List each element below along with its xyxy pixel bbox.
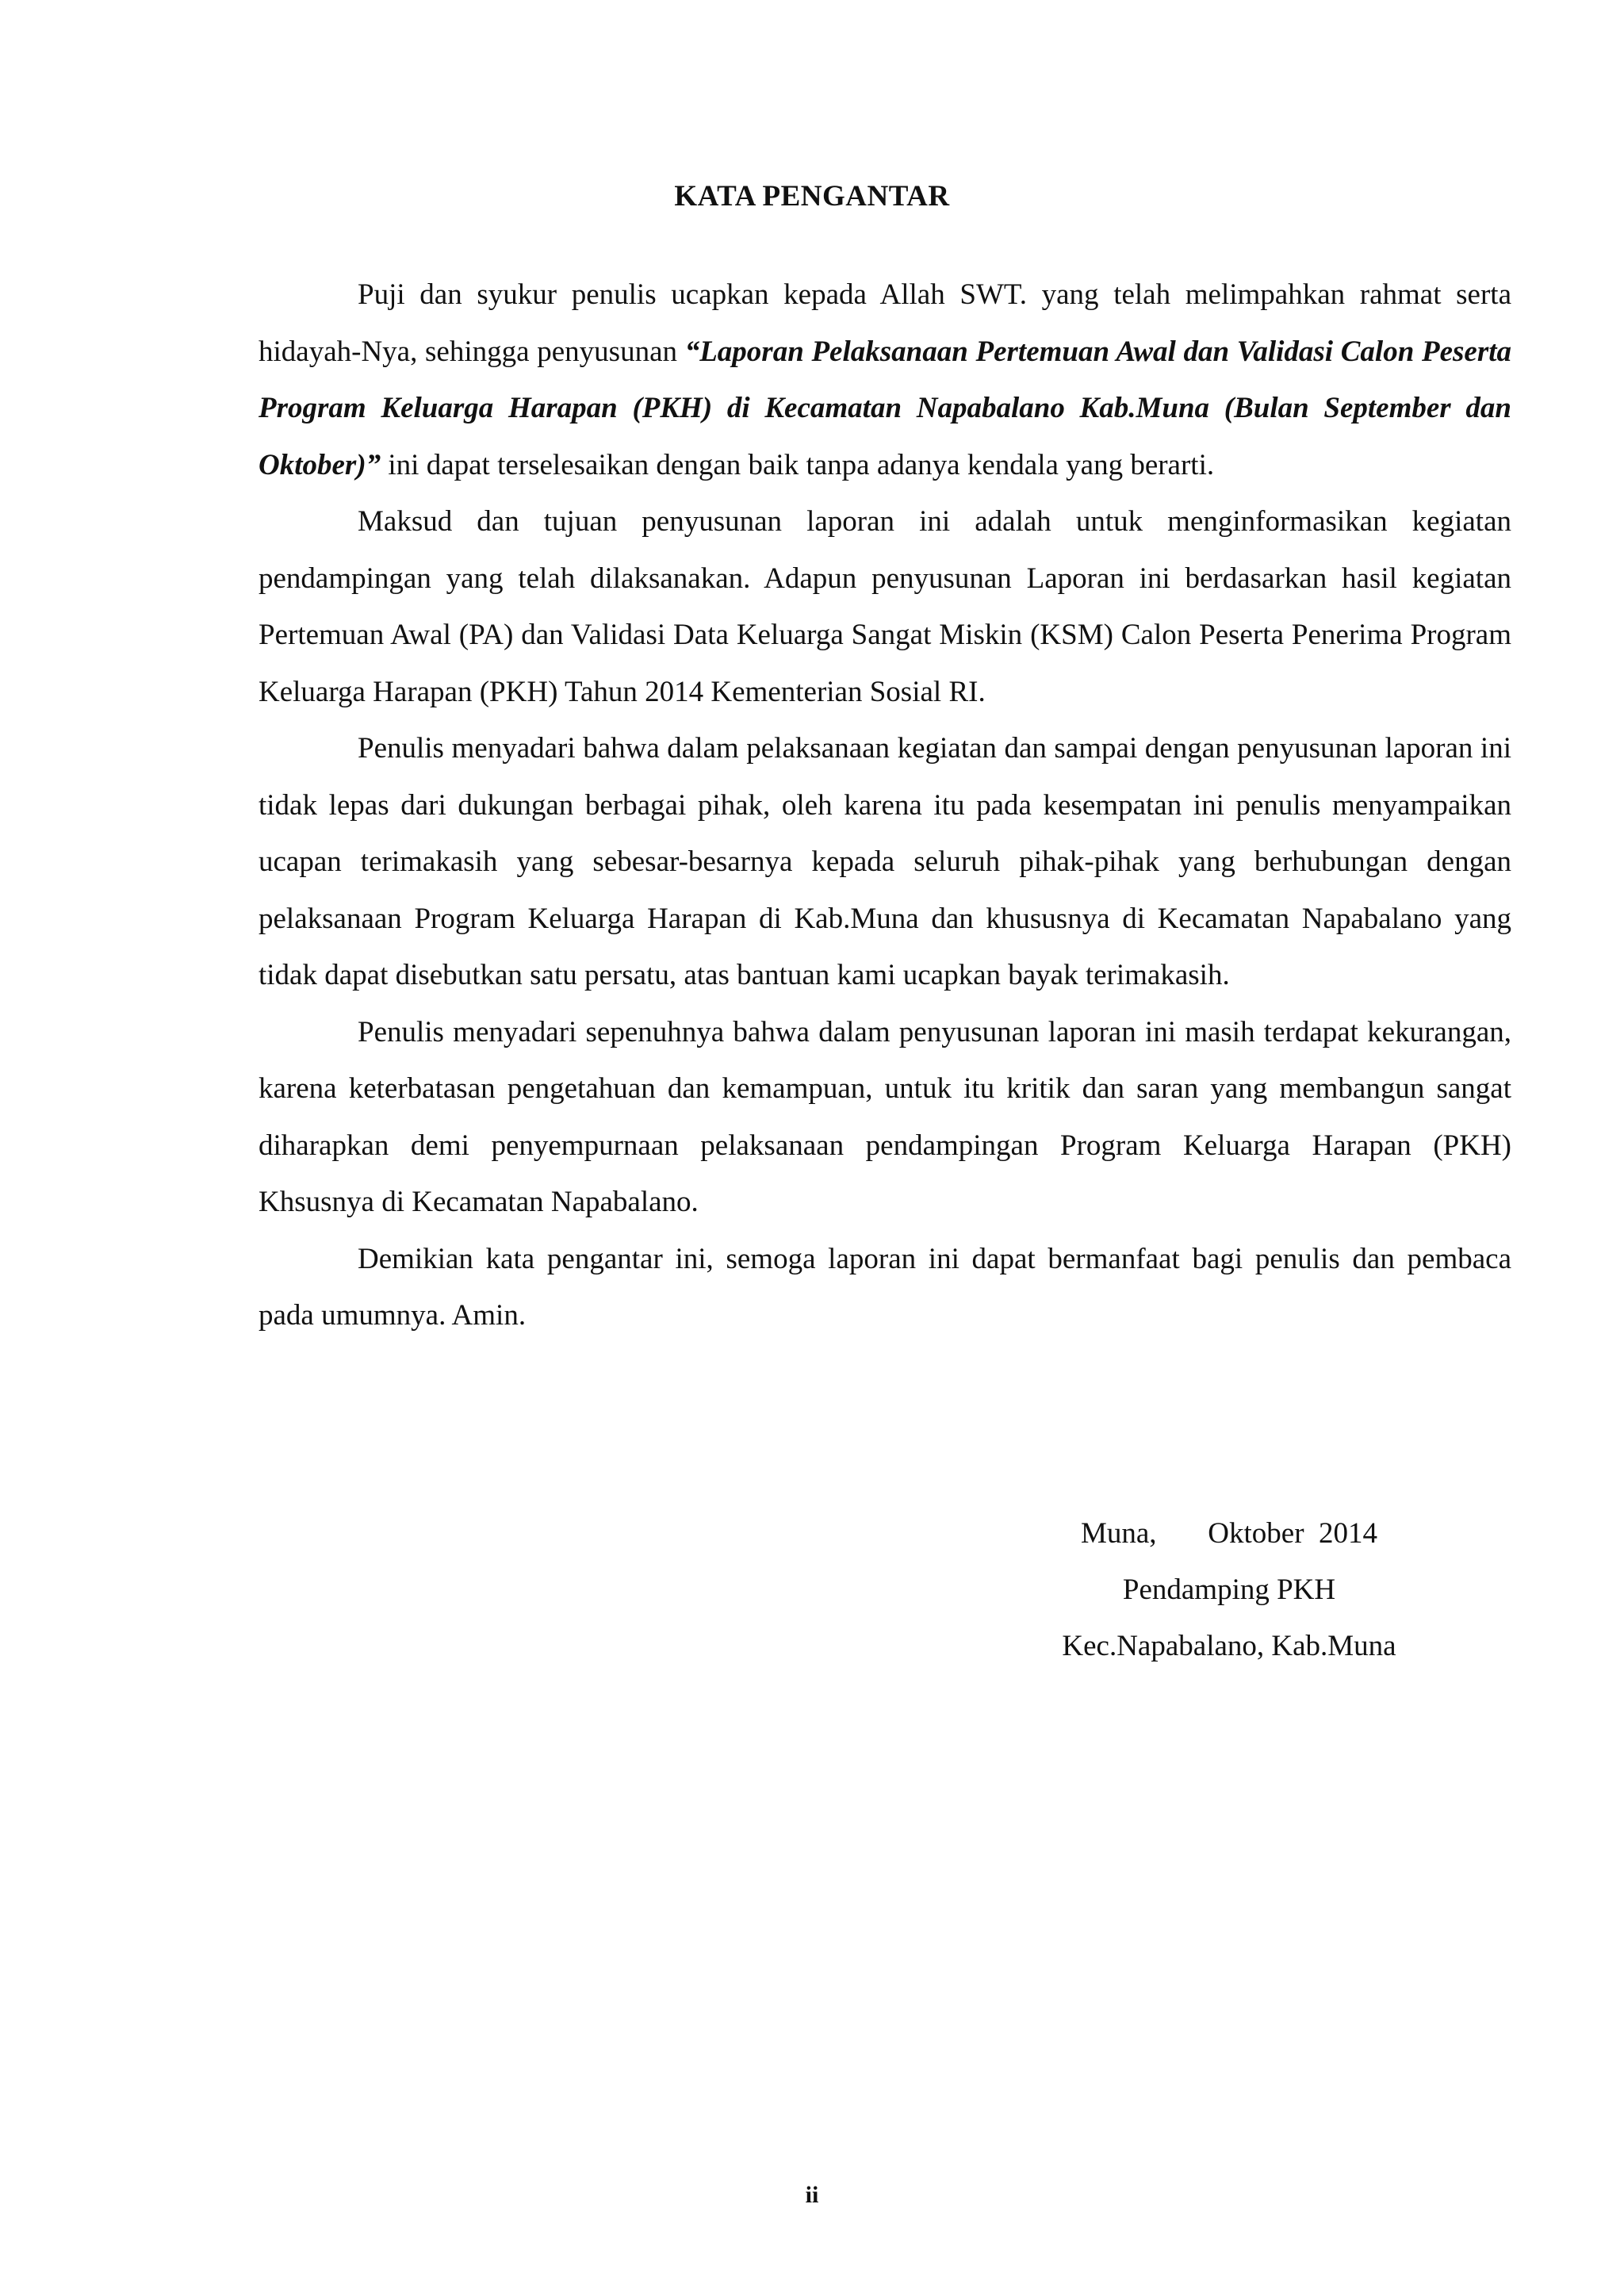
paragraph-opening	[259, 266, 1511, 493]
paragraph-limitations: Penulis menyadari sepenuhnya bahwa dalam penyusunan laporan ini masih terdapat kekurangan, karena keterbatasan pengetahuan dan kemampuan, untuk itu kritik dan saran yang membangun sangat diharapkan demi penyempurnaan pelaksanaan pendampingan Program Keluarga Harapan (PKH) Khsusnya di Kecamatan Napabalano.	[259, 1015, 1511, 1218]
paragraph-opening-tail: ini dapat terselesaikan dengan baik tanpa adanya kendala yang berarti.	[381, 448, 1215, 481]
page-title: KATA PENGANTAR	[674, 180, 950, 213]
paragraph-acknowledgement: Penulis menyadari bahwa dalam pelaksanaan kegiatan dan sampai dengan penyusunan laporan ini tidak lepas dari dukungan berbagai pihak, oleh karena itu pada kesempatan ini penulis menyampaikan ucapan terimakasih yang sebesar-besarnya kepada seluruh pihak-pihak yang berhubungan dengan pelaksanaan Program Keluarga Harapan di Kab.Muna dan khususnya di Kecamatan Napabalano yang tidak dapat disebutkan satu persatu, atas bantuan kami ucapkan bayak terimakasih.	[259, 732, 1511, 991]
signature-location: Kec.Napabalano, Kab.Muna	[1062, 1630, 1396, 1662]
paragraph-closing: Demikian kata pengantar ini, semoga laporan ini dapat bermanfaat bagi penulis dan pembaca pada umumnya. Amin.	[259, 1242, 1511, 1332]
signature-role: Pendamping PKH	[1122, 1573, 1336, 1606]
signature-date: Muna, Oktober 2014	[1080, 1517, 1378, 1550]
page-number: ii	[805, 2182, 819, 2208]
document-body	[259, 266, 1511, 1344]
paragraph-purpose: Maksud dan tujuan penyusunan laporan ini adalah untuk menginformasikan kegiatan pendampingan yang telah dilaksanakan. Adapun penyusunan Laporan ini berdasarkan hasil kegiatan Pertemuan Awal (PA) dan Validasi Data Keluarga Sangat Miskin (KSM) Calon Peserta Penerima Program Keluarga Harapan (PKH) Tahun 2014 Kementerian Sosial RI.	[259, 505, 1511, 708]
paragraph-opening-lead: Puji dan syukur penulis ucapkan kepada Allah SWT. yang telah melimpahkan rahmat serta hidayah-Nya, sehingga penyusunan	[259, 278, 1511, 368]
signature-block	[1023, 1505, 1435, 1674]
report-title-emphasis: “Laporan Pelaksanaan Pertemuan Awal dan Validasi Calon Peserta Program Keluarga Harapan (PKH) di Kecamatan Napabalano Kab.Muna (Bulan September dan Oktober)”	[259, 335, 1511, 481]
